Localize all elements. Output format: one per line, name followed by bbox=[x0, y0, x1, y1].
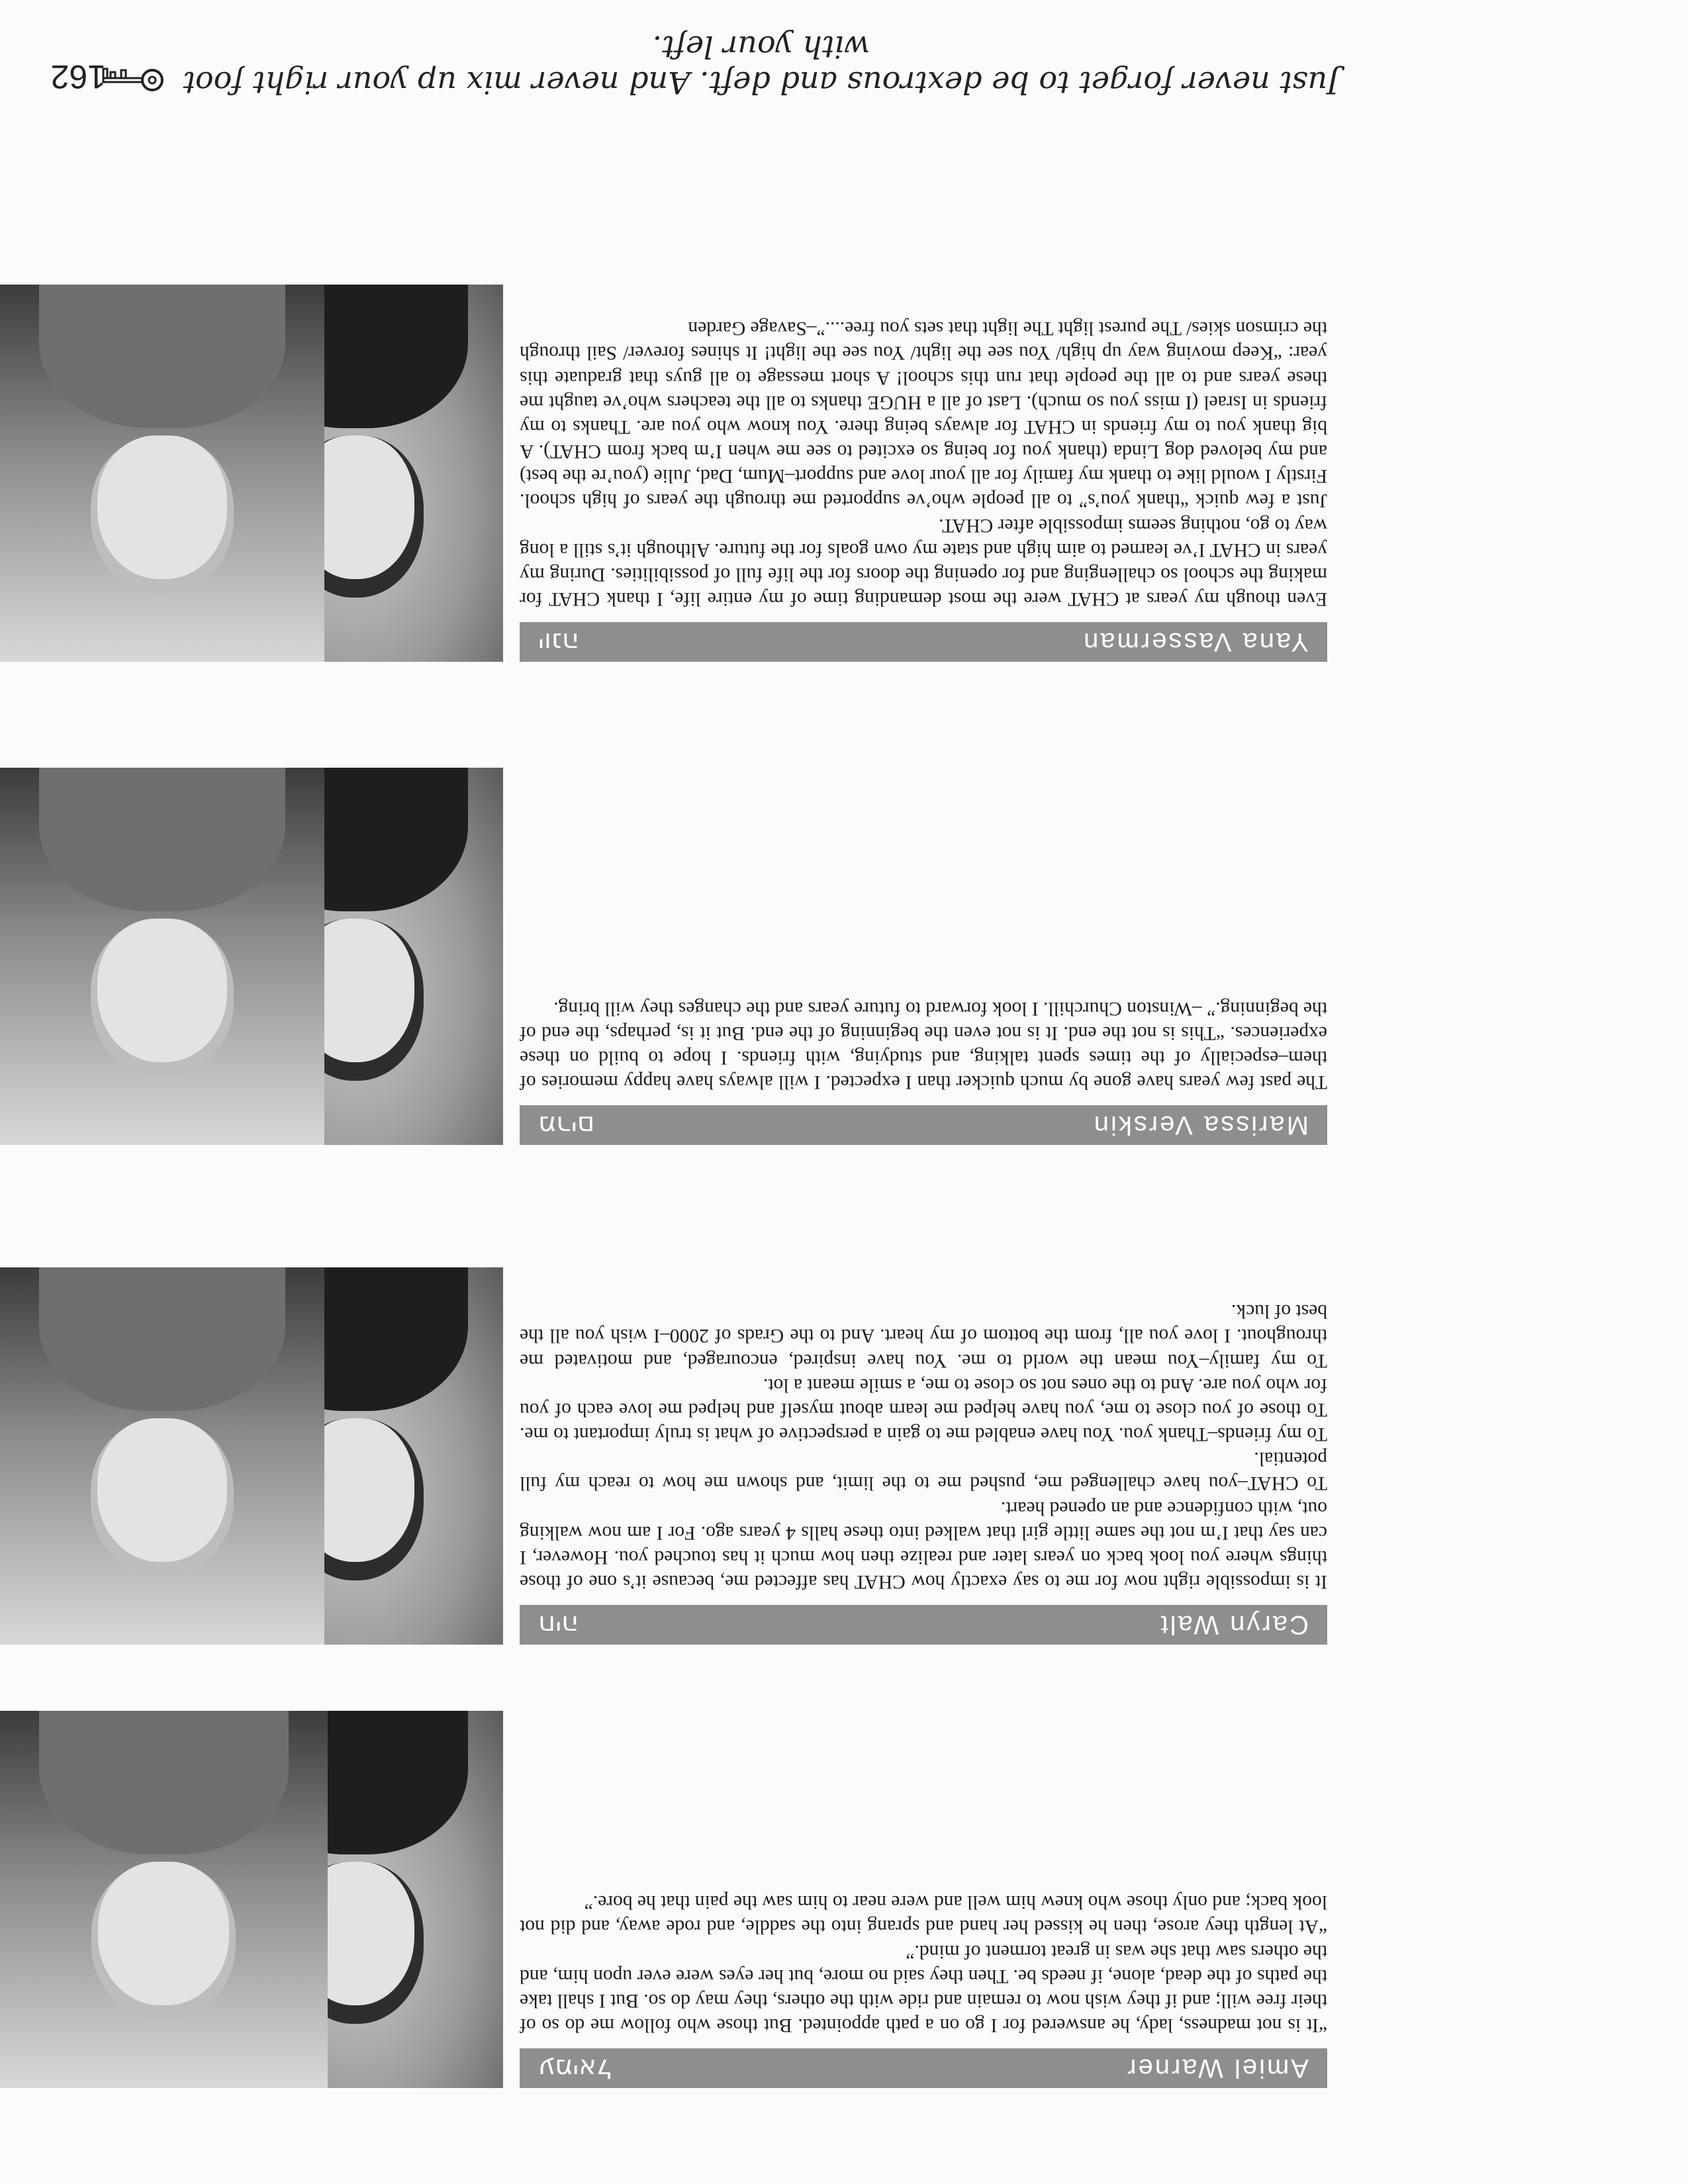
student-name: Yana Vasserman bbox=[1082, 627, 1309, 657]
amiel-warner-name-banner bbox=[520, 2048, 1327, 2088]
student-hebrew-name: יונה bbox=[538, 627, 579, 657]
yana-vasserman-childhood-photo bbox=[0, 285, 324, 662]
amiel-warner-bio: “It is not madness, lady, he answered for I go on a path appointed. But those who follow me do so of their free will; and if they wish now to remain and ride with the others, they may do so. But I shall take the paths of the dead, alone, if needs be. Then they said no more, but her eyes were ever upon him, and the others saw that she was in great torment of mind.” “At length they arose, then he kissed her hand and sprang into the saddle, and rode away, and did not look back; and only those who knew him well and were near to him saw the pain that he bore.” bbox=[520, 1891, 1327, 2036]
student-name: Caryn Walt bbox=[1158, 1610, 1309, 1640]
caryn-walt-name-banner bbox=[520, 1605, 1327, 1645]
caryn-walt-bio: It is impossible right now for me to say exactly how CHAT has affected me, because it’s one of those things where you look back on years later and realize then how much it has touched you. However, I can say that I’m not the same little girl that walked into these halls 4 years ago. For I am now walking out, with confidence and an opened heart. To CHAT–you have challenged me, pushed me to the limit, and shown me how to reach my full potential. To my friends–Thank you. You have enabled me to gain a perspective of what is truly important to me. To those of you close to me, you have helped me learn about myself and helped me love each of you for who you are. And to the ones not so close to me, a smile meant a lot. To my family–You mean the world to me. You have inspired, encouraged, and motivated me throughout. I love you all, from the bottom of my heart. And to the Grads of 2000–I wish you all the best of luck. bbox=[520, 1300, 1327, 1592]
student-hebrew-name: חיה bbox=[538, 1610, 579, 1640]
key-icon bbox=[99, 61, 165, 99]
yana-vasserman-name-banner bbox=[520, 622, 1327, 662]
student-name: Marissa Verskin bbox=[1092, 1111, 1309, 1140]
student-name: Amiel Warner bbox=[1125, 2054, 1309, 2083]
student-hebrew-name: מרים bbox=[538, 1110, 595, 1140]
yana-vasserman-bio: Even though my years at CHAT were the most demanding time of my entire life, I thank CHAT for making the school so challenging and for opening the doors for the life full of possibilities. During my years in CHAT I’ve learned to aim high and state my own goals for the future. Although it’s still a long way to go, nothing seems impossible after CHAT. Just a few quick “thank you’s” to all people who’ve supported me through the years of high school. Firstly I would like to thank my family for all your love and support–Mum, Dad, Julie (you’re the best) and my beloved dog Linda (thank you for being so excited to see me when I’m back from CHAT). A big thank you to my friends in CHAT for always being there. You know who you are. Thanks to my friends in Israel (I miss you so much). Last of all a HUGE thanks to all the teachers who’ve taught me these years and to all the people that run this school! A short message to all guys that graduate this year: “Keep moving way up high/ You see the light/ You see the light! It shines forever/ Sail through the crimson skies/ The purest light The light that sets you free....”–Savage Garden bbox=[520, 318, 1327, 610]
page-motto: Just never forget to be dextrous and deft. And never mix up your right foot with your left. bbox=[183, 29, 1340, 101]
student-hebrew-name: עמיאל bbox=[538, 2053, 612, 2083]
page-number: 162 bbox=[50, 58, 106, 95]
marissa-verskin-childhood-photo bbox=[0, 768, 324, 1145]
amiel-warner-childhood-photo bbox=[0, 1711, 328, 2088]
caryn-walt-childhood-photo bbox=[0, 1267, 324, 1645]
marissa-verskin-bio: The past few years have gone by much quicker than I expected. I will always have happy memories of them–especially of the times spent talking, and studying, with friends. I hope to build on these experiences. “This is not the end. It is not even the beginning of the end. But it is, perhaps, the end of the beginning.” –Winston Churchill. I look forward to future years and the changes they will bring. bbox=[520, 997, 1327, 1093]
marissa-verskin-name-banner bbox=[520, 1105, 1327, 1145]
